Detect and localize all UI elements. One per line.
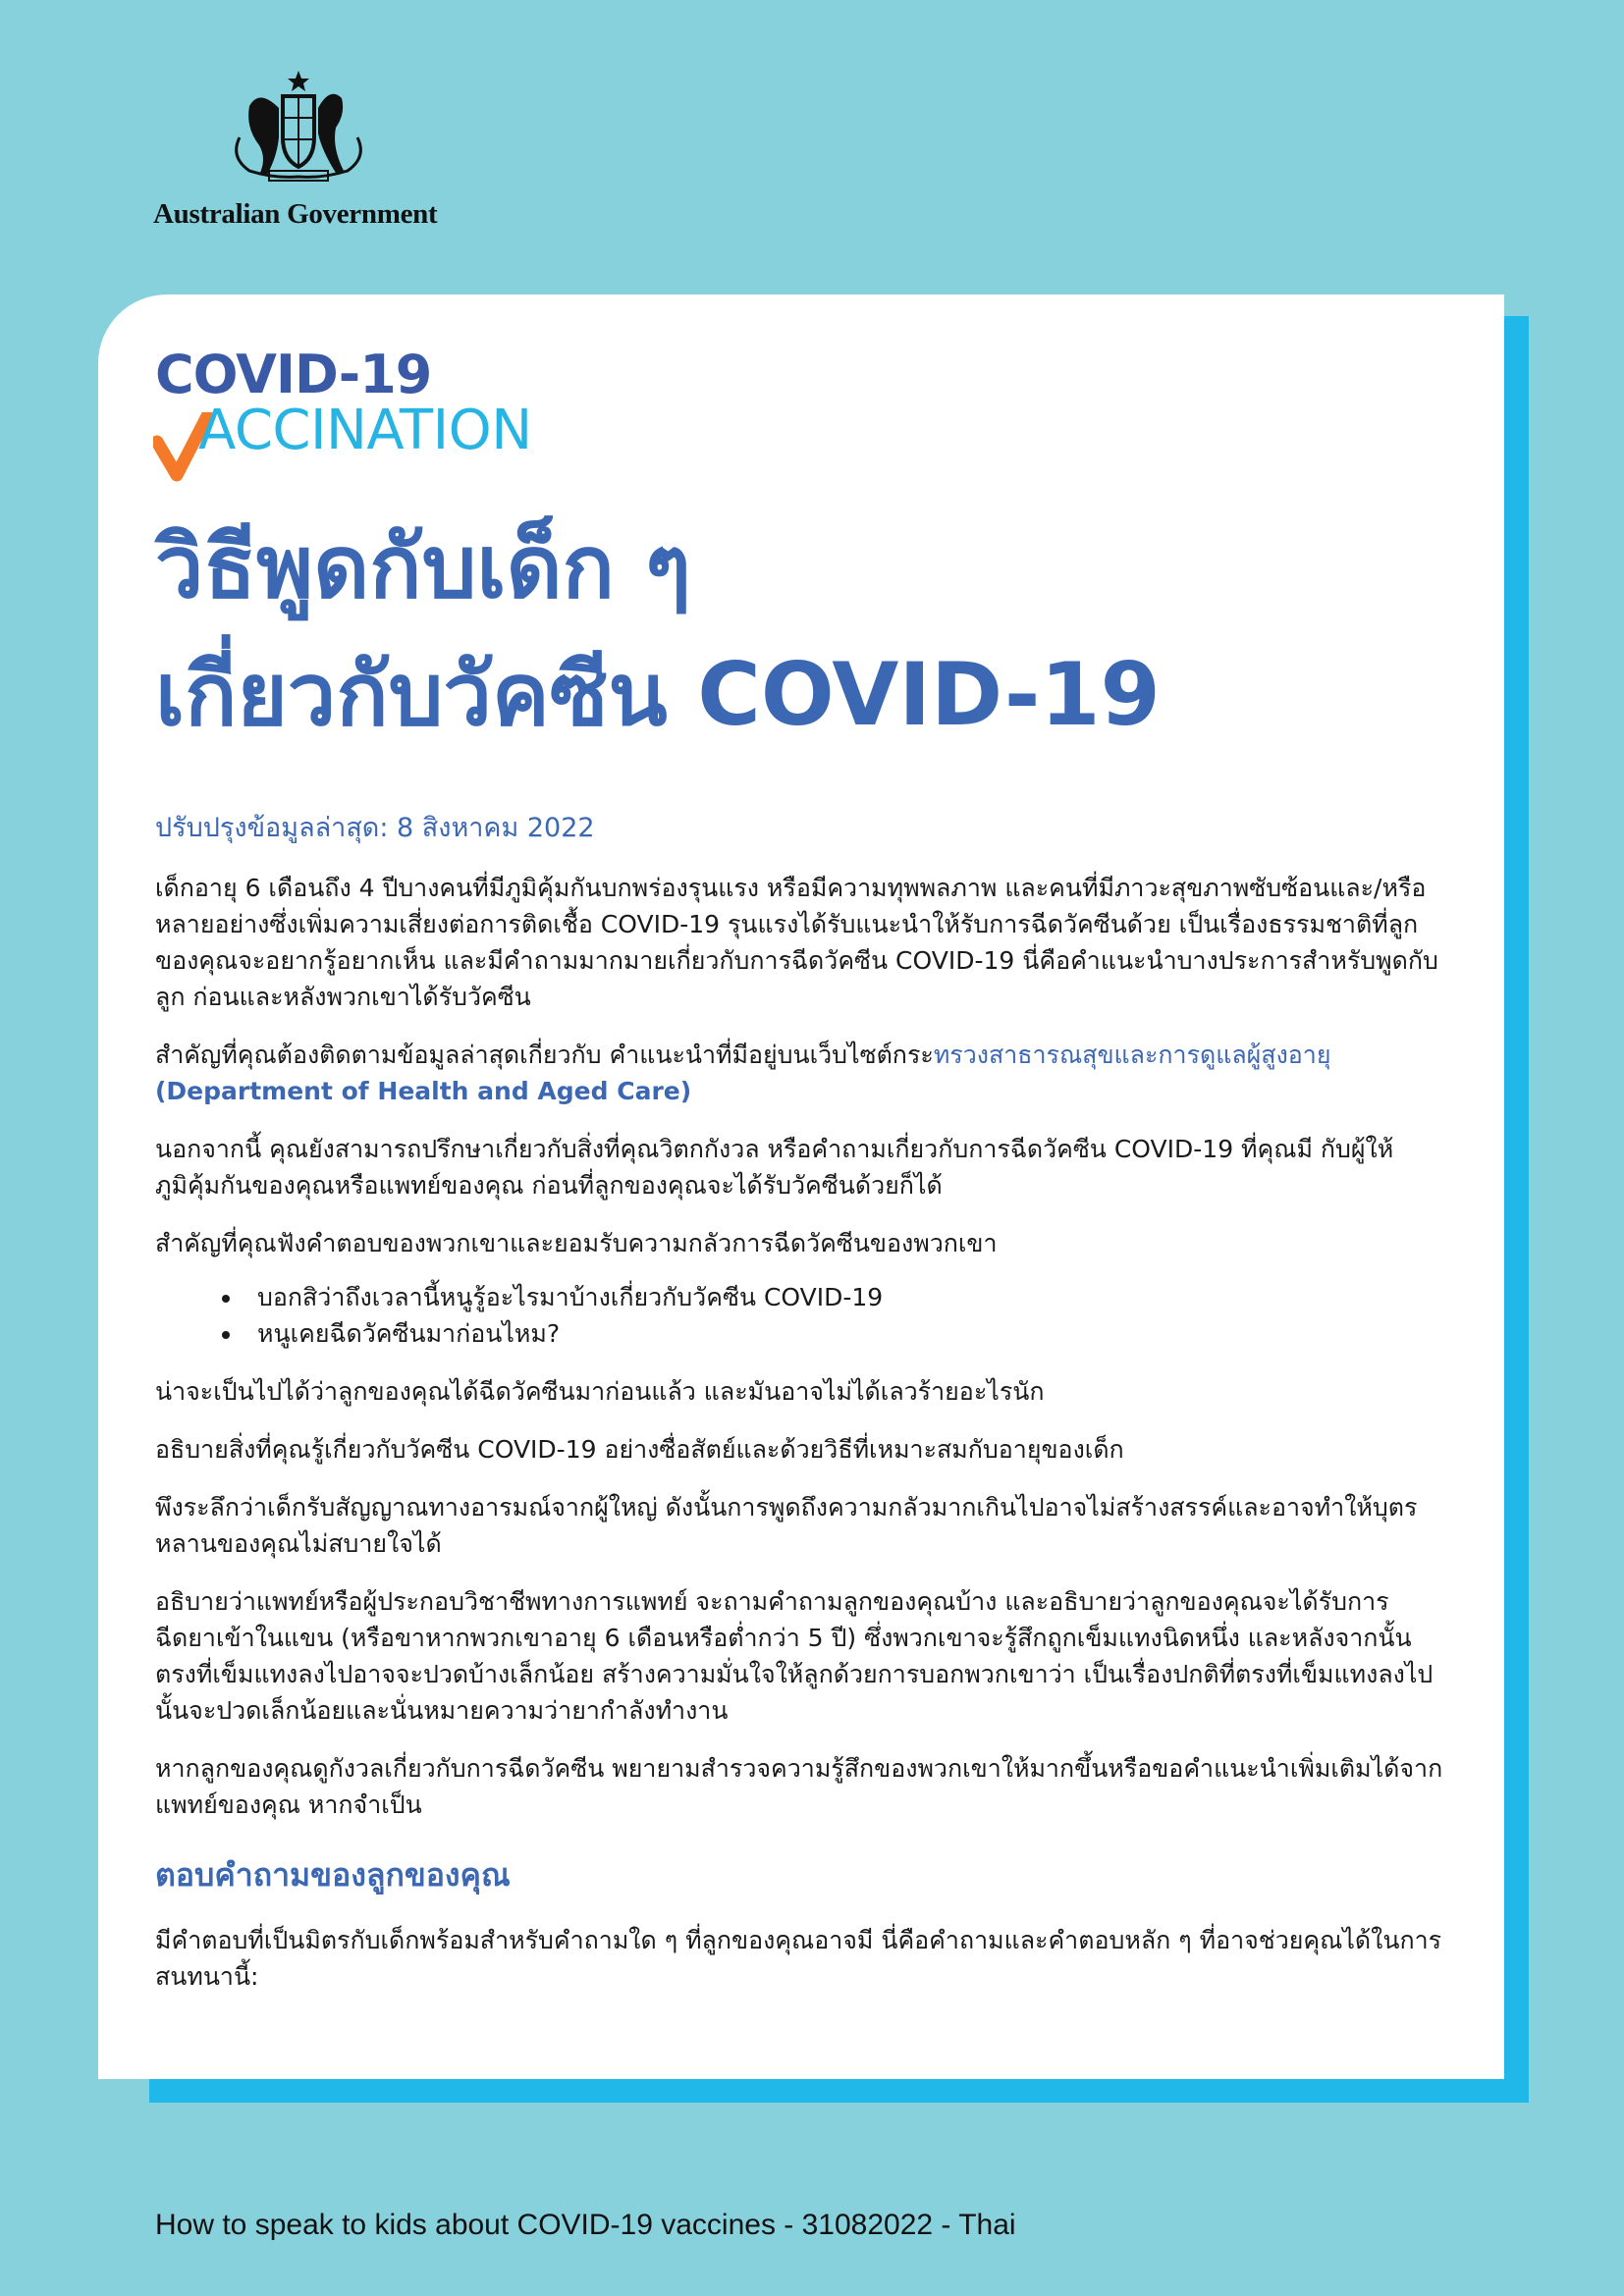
content-card (98, 294, 1504, 2079)
government-name: Australian Government (153, 198, 438, 230)
last-updated: ปรับปรุงข้อมูลล่าสุด: 8 สิงหาคม 2022 (155, 813, 595, 843)
covid-vaccination-logo (155, 344, 626, 466)
cues-paragraph: พึงระลึกว่าเด็กรับสัญญาณทางอารมณ์จากผู้ใหญ่ ดังนั้นการพูดถึงความกลัวมากเกินไปอาจไม่สร้างสรรค์และอาจทำให้บุตรหลานของคุณไม่สบายใจได้ (155, 1493, 1418, 1558)
answers-paragraph: มีคำตอบที่เป็นมิตรกับเด็กพร้อมสำหรับคำถามใด ๆ ที่ลูกของคุณอาจมี นี่คือคำถามและคำตอบหลัก ๆ ที่อาจช่วยคุณได้ในการสนทนานี้: (155, 1926, 1442, 1991)
logo-line2: ACCINATION (198, 399, 532, 462)
listen-paragraph: สำคัญที่คุณฟังคำตอบของพวกเขาและยอมรับความกลัวการฉีดวัคซีนของพวกเขา (155, 1229, 998, 1257)
coat-of-arms-icon (220, 69, 377, 187)
page-title (155, 504, 1445, 759)
logo-line1: COVID-19 (155, 344, 432, 405)
discuss-paragraph: นอกจากนี้ คุณยังสามารถปรึกษาเกี่ยวกับสิ่งที่คุณวิตกกังวล หรือคำถามเกี่ยวกับการฉีดวัคซีน COVID-19 ที่คุณมี กับผู้ให้ภูมิคุ้มกันของคุณหรือแพทย์ของคุณ ก่อนที่ลูกของคุณจะได้รับวัคซีนด้วยก็ได้ (155, 1135, 1394, 1200)
department-link-thai: ทรวงสาธารณสุขและการดูแลผู้สูงอายุ (933, 1041, 1331, 1069)
australian-government-logo (147, 69, 461, 236)
intro-paragraph: เด็กอายุ 6 เดือนถึง 4 ปีบางคนที่มีภูมิคุ้มกันบกพร่องรุนแรง หรือมีความทุพพลภาพ และคนที่มีภาวะสุขภาพซับซ้อนและ/หรือหลายอย่างซึ่งเพิ่มความเสี่ยงต่อการติดเชื้อ COVID-19 รุนแรงได้รับแนะนำให้รับการฉีดวัคซีนด้วย เป็นเรื่องธรรมชาติที่ลูกของคุณจะอยากรู้อยากเห็น และมีคำถามมากมายเกี่ยวกับการฉีดวัคซีน COVID-19 นี่คือคำแนะนำบางประการสำหรับพูดกับลูก ก่อนและหลังพวกเขาได้รับวัคซีน (155, 874, 1438, 1011)
doctor-paragraph: อธิบายว่าแพทย์หรือผู้ประกอบวิชาชีพทางการแพทย์ จะถามคำถามลูกของคุณบ้าง และอธิบายว่าลูกของคุณจะได้รับการฉีดยาเข้าในแขน (หรือขาหากพวกเขาอายุ 6 เดือนหรือต่ำกว่า 5 ปี) ซึ่งพวกเขาจะรู้สึกถูกเข็มแทงนิดหนึ่ง และหลังจากนั้นตรงที่เข็มแทงลงไปอาจจะปวดบ้างเล็กน้อย สร้างความมั่นใจให้ลูกด้วยการบอกพวกเขาว่า เป็นเรื่องปกติที่ตรงที่เข็มแทงลงไปนั้นจะปวดเล็กน้อยและนั่นหมายความว่ายากำลังทำงาน (155, 1587, 1434, 1725)
title-line2: เกี่ยวกับวัคซีน COVID-19 (155, 644, 1161, 745)
title-line1: วิธีพูดกับเด็ก ๆ (155, 516, 691, 617)
department-link-english: (Department of Health and Aged Care) (155, 1077, 692, 1105)
important-paragraph (155, 1037, 1445, 1109)
important-text: สำคัญที่คุณต้องติดตามข้อมูลล่าสุดเกี่ยวกับ คำแนะนำที่มีอยู่บนเว็บไซต์กระ (155, 1041, 934, 1069)
worried-paragraph: หากลูกของคุณดูกังวลเกี่ยวกับการฉีดวัคซีน พยายามสำรวจความรู้สึกของพวกเขาให้มากขึ้นหรือขอคำแนะนำเพิ่มเติมได้จากแพทย์ของคุณ หากจำเป็น (155, 1754, 1443, 1819)
explain-paragraph: อธิบายสิ่งที่คุณรู้เกี่ยวกับวัคซีน COVID-19 อย่างซื่อสัตย์และด้วยวิธีที่เหมาะสมกับอายุของเด็ก (155, 1435, 1124, 1464)
question-list (155, 1279, 1445, 1352)
section-heading: ตอบคำถามของลูกของคุณ (155, 1856, 511, 1894)
previous-paragraph: น่าจะเป็นไปได้ว่าลูกของคุณได้ฉีดวัคซีนมาก่อนแล้ว และมันอาจไม่ได้เลวร้ายอะไรนัก (155, 1377, 1045, 1406)
list-item: • หนูเคยฉีดวัคซีนมาก่อนไหม? (244, 1315, 1445, 1352)
footer-text: How to speak to kids about COVID-19 vaccines - 31082022 - Thai (155, 2209, 1016, 2241)
list-item: • บอกสิว่าถึงเวลานี้หนูรู้อะไรมาบ้างเกี่ยวกับวัคซีน COVID-19 (244, 1279, 1445, 1315)
